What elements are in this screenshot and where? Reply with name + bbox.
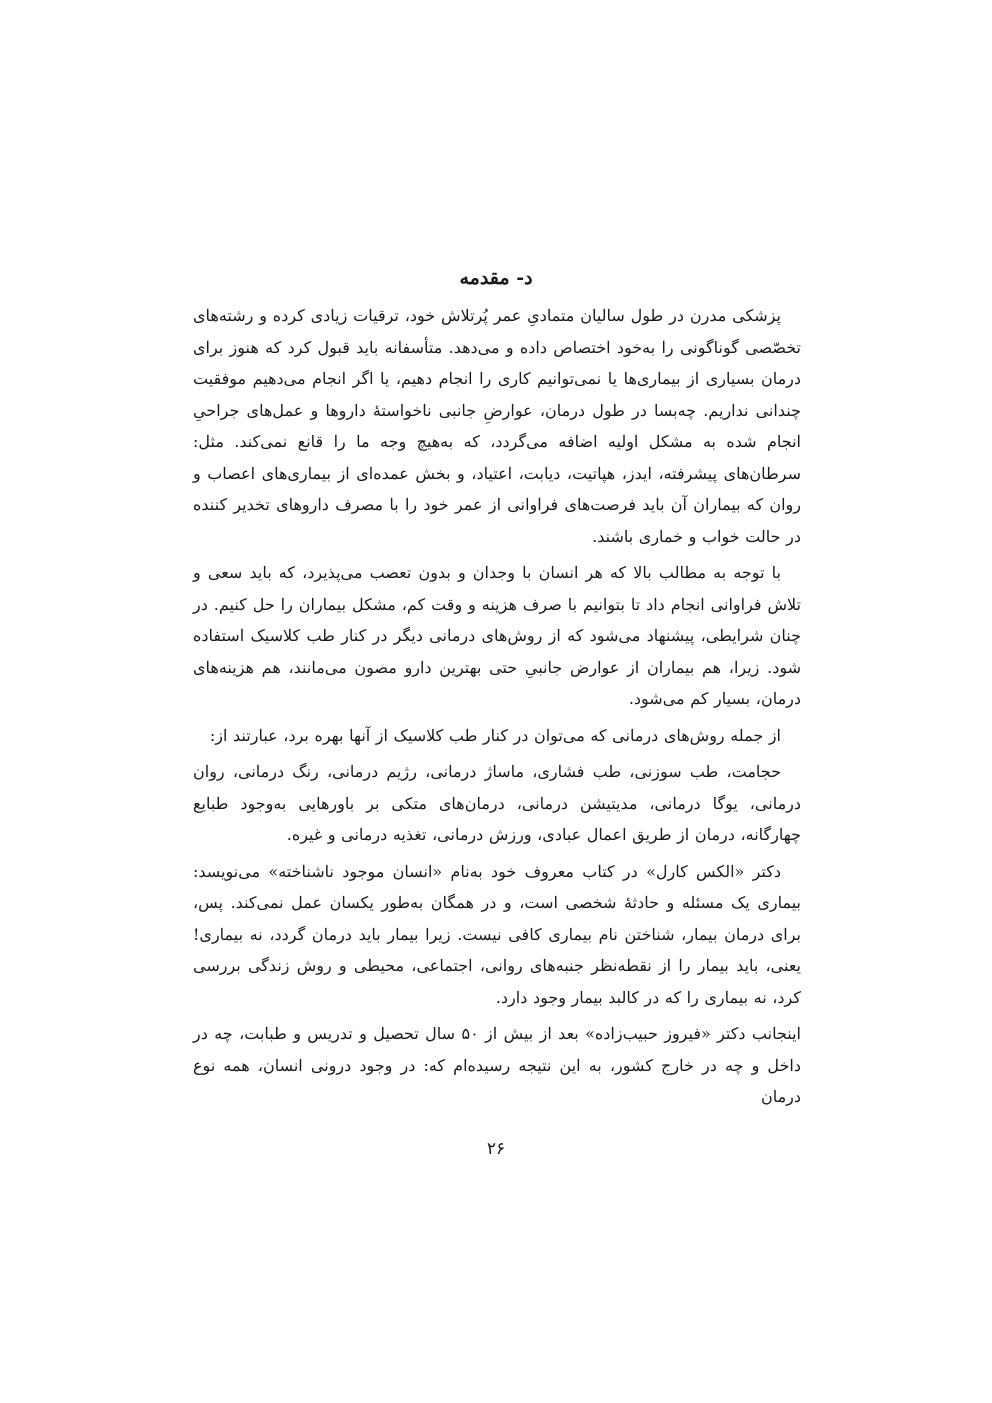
- paragraph: اینجانب دکتر «فیروز حبیب‌زاده» بعد از بیش از ۵۰ سال تحصیل و تدریس و طبابت، چه در داخل و چه در خارج کشور، به این نتیجه رسیده‌ام که: در وجود درونی انسان، همه نوع درمان: [193, 1024, 801, 1106]
- body-text: [193, 300, 801, 1118]
- paragraph: دکتر «الکس کارل» در کتاب معروف خود به‌نام «انسان موجود ناشناخته» می‌نویسد: بیماری یک مسئله و حادثهٔ شخصی است، و در همگان به‌طور یکسان عمل نمی‌کند. پس، برای درمان بیمار، شناختن نام بیماری کافی نیست. زیرا بیمار باید درمان گردد، نه بیماری! یعنی، باید بیمار را از نقطه‌نظر جنبه‌های روانی، اجتماعی، محیطی و روش زندگی بررسی کرد، نه بیماری را که در کالبد بیمار وجود دارد.: [193, 861, 801, 1007]
- paragraph: از جمله روش‌های درمانی که می‌توان در کنار طب کلاسیک از آنها بهره برد، عبارتند از:: [209, 725, 781, 745]
- section-heading: د- مقدمه: [459, 267, 533, 289]
- page-number: ۲۶: [486, 1139, 506, 1159]
- paragraph: حجامت، طب سوزنی، طب فشاری، ماساژ درمانی، رژیم درمانی، رنگ درمانی، روان درمانی، یوگا درمانی، مدیتیشن درمانی، درمان‌های متکی بر باورهایی به‌وجود طبایع چهارگانه، درمان از طریق اعمال عبادی، ورزش درمانی، تغذیه درمانی و غیره.: [193, 762, 801, 844]
- paragraph: با توجه به مطالب بالا که هر انسان با وجدان و بدون تعصب می‌پذیرد، که باید سعی و تلاش فراوانی انجام داد تا بتوانیم با صرف هزینه و وقت کم، مشکل بیماران را حل کنیم. در چنان شرایطی، پیشنهاد می‌شود که از روش‌های درمانی دیگر در کنار طب کلاسیک استفاده شود. زیرا، هم بیماران از عوارض جانبیِ حتی بهترین دارو مصون می‌مانند، هم هزینه‌های درمان، بسیار کم می‌شود.: [193, 563, 802, 708]
- paragraph: پزشکی مدرن در طول سالیان متمادیِ عمر پُرتلاش خود، ترقیات زیادی کرده و رشته‌های تخصّصی گوناگونی را به‌خود اختصاص داده و می‌دهد. متأسفانه باید قبول کرد که هنوز برای درمان بسیاری از بیماری‌ها یا نمی‌توانیم کاری را انجام دهیم، یا اگر انجام می‌دهیم موفقیت چندانی نداریم. چه‌بسا در طول درمان، عوارضِ جانبی ناخواستهٔ داروها و عمل‌های جراحیِ انجام شده به مشکل اولیه اضافه می‌گردد، که به‌هیچ وجه ما را قانع نمی‌کند. مثل: سرطان‌های پیشرفته، ایدز، هپاتیت، دیابت، اعتیاد، و بخش عمده‌ای از بیماری‌های اعصاب و روان که بیماران آن باید فرصت‌های فراوانی از عمر خود را با مصرف داروهای تخدیر کننده در حالت خواب و خماری باشند.: [193, 306, 802, 546]
